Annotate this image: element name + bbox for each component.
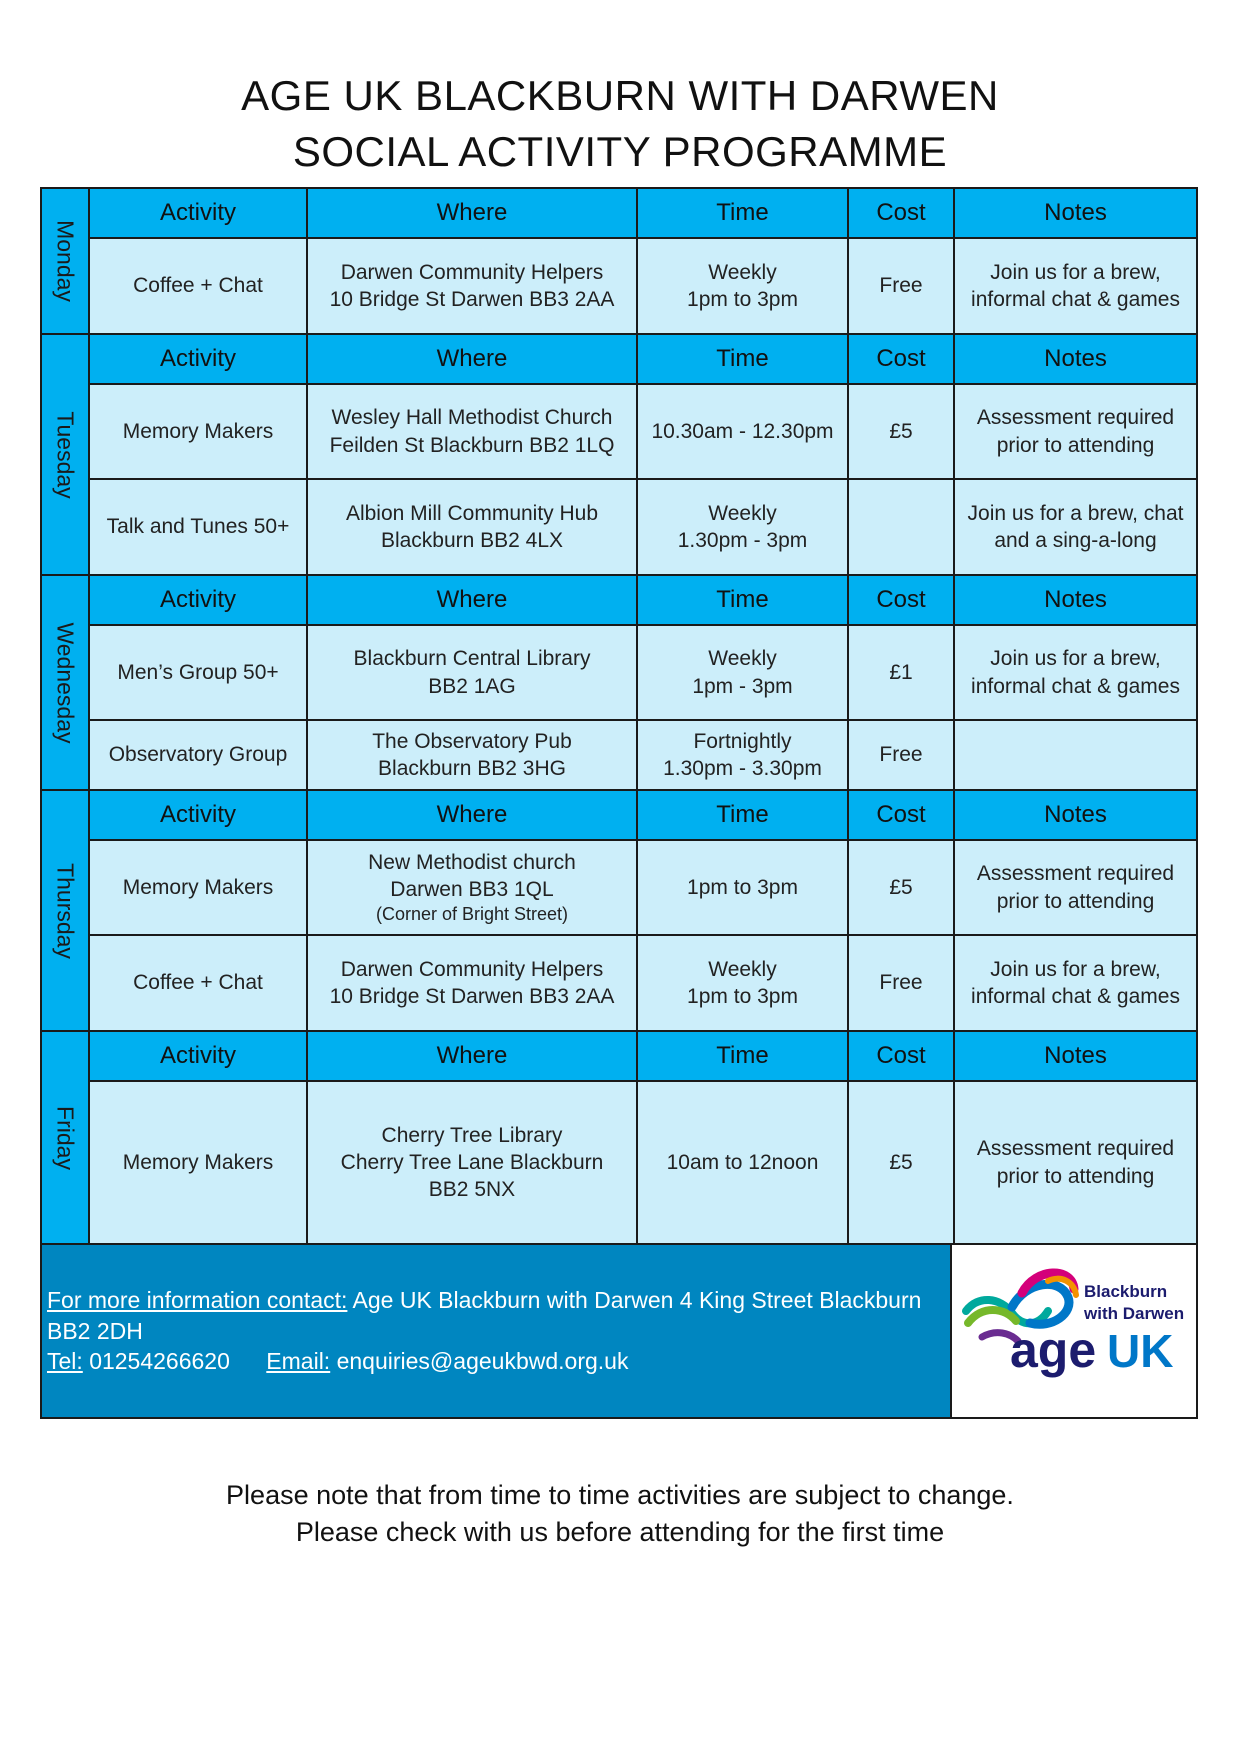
cell-line: 10.30am - 12.30pm (651, 419, 834, 443)
table-row (90, 237, 1196, 333)
day-rows (90, 189, 1196, 333)
column-header-where: Where (308, 1032, 638, 1080)
cell-line: prior to attending (996, 433, 1155, 457)
column-header-notes: Notes (1044, 345, 1107, 373)
time-lines (687, 259, 798, 314)
footer-note-line1: Please note that from time to time activities are subject to change. (226, 1480, 1014, 1510)
age-uk-logo (952, 1245, 1196, 1417)
time-cell (638, 480, 849, 574)
notes-cell (955, 721, 1196, 789)
time-lines (678, 500, 808, 555)
cost-cell: £1 (849, 626, 955, 719)
time-cell (638, 239, 849, 333)
table-row (90, 719, 1196, 789)
cost-cell: Free (849, 721, 955, 789)
cell-line: BB2 1AG (428, 674, 516, 698)
contact-info (42, 1245, 952, 1417)
where-lines (346, 500, 598, 555)
logo-word-age: age (1010, 1322, 1097, 1378)
notes-cell (955, 1082, 1196, 1243)
header-row (90, 189, 1196, 237)
activity-cell: Observatory Group (90, 721, 308, 789)
activity-cell: Coffee + Chat (90, 239, 308, 333)
notes-cell (955, 480, 1196, 574)
where-cell (308, 721, 638, 789)
cell-line: Fortnightly (693, 729, 792, 753)
day-column (42, 791, 90, 1030)
cell-line: 1pm to 3pm (687, 875, 798, 899)
cell-line: 10 Bridge St Darwen BB3 2AA (329, 288, 615, 311)
time-lines (687, 956, 798, 1011)
column-header-activity: Activity (90, 335, 308, 383)
time-cell (638, 385, 849, 478)
header-row (90, 791, 1196, 839)
email-address[interactable]: enquiries@ageukbwd.org.uk (336, 1348, 629, 1375)
contact-label: For more information contact: (47, 1287, 348, 1313)
column-header-notes: Notes (1044, 801, 1107, 829)
where-cell (308, 480, 638, 574)
column-header-notes: Notes (1044, 199, 1107, 227)
cell-line: Join us for a brew, (990, 647, 1161, 671)
header-row (90, 335, 1196, 383)
day-label: Friday (52, 1105, 79, 1170)
logo-text-line1: Blackburn (1084, 1282, 1168, 1301)
cell-line: The Observatory Pub (372, 729, 572, 753)
cell-line: Join us for a brew, (990, 957, 1161, 981)
notes-lines (968, 500, 1184, 555)
header-row (90, 1032, 1196, 1080)
page-title-line2: SOCIAL ACTIVITY PROGRAMME (292, 128, 948, 175)
table-row (90, 934, 1196, 1030)
column-header-cost: Cost (849, 576, 955, 624)
cell-line: Weekly (708, 501, 777, 525)
column-header-time: Time (638, 1032, 849, 1080)
cost-cell: Free (849, 936, 955, 1030)
tel-label: Tel: (47, 1348, 83, 1375)
day-label: Thursday (52, 862, 79, 959)
logo-word-uk: UK (1107, 1325, 1174, 1377)
cell-line: Weekly (708, 957, 777, 981)
notes-lines (977, 1135, 1174, 1190)
cell-line: Cherry Tree Library (381, 1123, 563, 1147)
notes-cell (955, 936, 1196, 1030)
cell-line: 1pm - 3pm (692, 674, 793, 698)
where-lines (372, 728, 572, 783)
day-rows (90, 1032, 1196, 1243)
column-header-notes: Notes (1044, 1042, 1107, 1070)
column-header-activity: Activity (90, 576, 308, 624)
day-label: Wednesday (52, 621, 79, 744)
column-header-time: Time (638, 335, 849, 383)
day-blocks (42, 189, 1196, 1245)
activity-cell: Coffee + Chat (90, 936, 308, 1030)
where-lines (341, 1122, 604, 1204)
cell-line: 1.30pm - 3pm (677, 529, 808, 552)
cell-line: Join us for a brew, chat (967, 501, 1184, 525)
cell-line: Darwen Community Helpers (340, 957, 604, 981)
column-header-activity: Activity (90, 189, 308, 237)
column-header-cost: Cost (849, 335, 955, 383)
column-header-where: Where (308, 576, 638, 624)
cell-line: and a sing-a-long (994, 529, 1157, 552)
cell-line: Blackburn BB2 4LX (380, 529, 564, 552)
cell-line: 1pm to 3pm (687, 288, 798, 311)
contact-section (42, 1245, 1196, 1417)
column-header-where: Where (308, 335, 638, 383)
column-header-notes: Notes (1044, 586, 1107, 614)
cell-line: informal chat & games (971, 985, 1180, 1008)
cell-line: New Methodist church (368, 850, 576, 874)
where-lines (330, 259, 615, 314)
where-lines (330, 956, 615, 1011)
day-block-friday (42, 1032, 1196, 1245)
notes-cell (955, 239, 1196, 333)
contact-address: Age UK Blackburn with Darwen 4 King Street Blackburn BB2 2DH (47, 1287, 922, 1344)
cell-line: 1.30pm - 3.30pm (663, 757, 822, 780)
cell-line: Cherry Tree Lane Blackburn (340, 1150, 604, 1174)
table-row (90, 624, 1196, 719)
activity-cell: Talk and Tunes 50+ (90, 480, 308, 574)
table-row (90, 839, 1196, 934)
cell-line: BB2 5NX (428, 1178, 516, 1202)
cell-line: Weekly (708, 260, 777, 284)
notes-lines (971, 645, 1180, 700)
cell-line: informal chat & games (971, 674, 1180, 698)
where-lines (368, 849, 576, 927)
footer-note-line2: Please check with us before attending for the first time (295, 1517, 945, 1547)
day-column (42, 576, 90, 789)
day-rows (90, 576, 1196, 789)
time-cell (638, 1082, 849, 1243)
column-header-activity: Activity (90, 791, 308, 839)
logo-text-line2: with Darwen (1084, 1304, 1185, 1323)
cell-line: informal chat & games (971, 288, 1180, 311)
notes-cell (955, 626, 1196, 719)
time-lines (667, 1149, 819, 1176)
cell-line: Assessment required (976, 406, 1175, 430)
table-row (90, 478, 1196, 574)
day-label: Monday (52, 220, 79, 302)
column-header-cost: Cost (849, 1032, 955, 1080)
time-lines (687, 874, 798, 901)
cell-line: 10am to 12noon (666, 1150, 819, 1174)
cost-cell: £5 (849, 841, 955, 934)
activity-cell: Men’s Group 50+ (90, 626, 308, 719)
time-cell (638, 936, 849, 1030)
where-cell (308, 385, 638, 478)
cell-line: Wesley Hall Methodist Church (331, 406, 613, 430)
cell-line: Join us for a brew, (990, 260, 1161, 284)
cell-line: Assessment required (976, 1137, 1175, 1161)
cost-cell: Free (849, 239, 955, 333)
column-header-where: Where (308, 791, 638, 839)
column-header-time: Time (638, 189, 849, 237)
header-row (90, 576, 1196, 624)
activity-cell: Memory Makers (90, 385, 308, 478)
time-cell (638, 721, 849, 789)
cell-line: 1pm to 3pm (687, 985, 798, 1008)
where-cell (308, 1082, 638, 1243)
tel-number[interactable]: 01254266620 (89, 1348, 230, 1375)
day-rows (90, 791, 1196, 1030)
cell-line: 10 Bridge St Darwen BB3 2AA (329, 985, 615, 1008)
cost-cell (849, 480, 955, 574)
age-uk-logo-graphic (952, 1245, 1196, 1417)
time-lines (651, 418, 833, 445)
where-lines (330, 404, 615, 459)
column-header-where: Where (308, 189, 638, 237)
column-header-cost: Cost (849, 189, 955, 237)
cell-line: Darwen BB3 1QL (390, 877, 554, 901)
day-column (42, 189, 90, 333)
activity-table (40, 187, 1198, 1419)
time-lines (663, 728, 822, 783)
cell-line: Assessment required (976, 862, 1175, 886)
day-label: Tuesday (52, 410, 79, 499)
page-title-line1: AGE UK BLACKBURN WITH DARWEN (241, 72, 999, 119)
table-row (90, 383, 1196, 478)
cell-line: Albion Mill Community Hub (345, 501, 599, 525)
cell-line: prior to attending (996, 889, 1155, 913)
where-note: (Corner of Bright Street) (375, 904, 569, 925)
cell-line: Blackburn BB2 3HG (378, 757, 566, 780)
notes-lines (971, 956, 1180, 1011)
email-label: Email: (266, 1348, 331, 1375)
time-cell (638, 626, 849, 719)
cell-line: Feilden St Blackburn BB2 1LQ (329, 433, 615, 457)
notes-lines (977, 860, 1174, 915)
column-header-time: Time (638, 791, 849, 839)
where-cell (308, 841, 638, 934)
cost-cell: £5 (849, 385, 955, 478)
cell-line: prior to attending (996, 1164, 1155, 1188)
notes-lines (977, 404, 1174, 459)
time-lines (692, 645, 792, 700)
column-header-cost: Cost (849, 791, 955, 839)
notes-lines (971, 259, 1180, 314)
activity-cell: Memory Makers (90, 841, 308, 934)
cell-line: Weekly (708, 647, 777, 671)
notes-cell (955, 385, 1196, 478)
day-block-wednesday (42, 576, 1196, 791)
where-cell (308, 239, 638, 333)
day-rows (90, 335, 1196, 574)
cell-line: Blackburn Central Library (353, 647, 591, 671)
time-cell (638, 841, 849, 934)
cell-line: Darwen Community Helpers (340, 260, 604, 284)
activity-cell: Memory Makers (90, 1082, 308, 1243)
column-header-activity: Activity (90, 1032, 308, 1080)
day-block-tuesday (42, 335, 1196, 576)
day-column (42, 335, 90, 574)
day-column (42, 1032, 90, 1243)
where-lines (354, 645, 591, 700)
table-row (90, 1080, 1196, 1243)
where-cell (308, 936, 638, 1030)
day-block-monday (42, 189, 1196, 335)
where-cell (308, 626, 638, 719)
cost-cell: £5 (849, 1082, 955, 1243)
notes-cell (955, 841, 1196, 934)
day-block-thursday (42, 791, 1196, 1032)
column-header-time: Time (638, 576, 849, 624)
